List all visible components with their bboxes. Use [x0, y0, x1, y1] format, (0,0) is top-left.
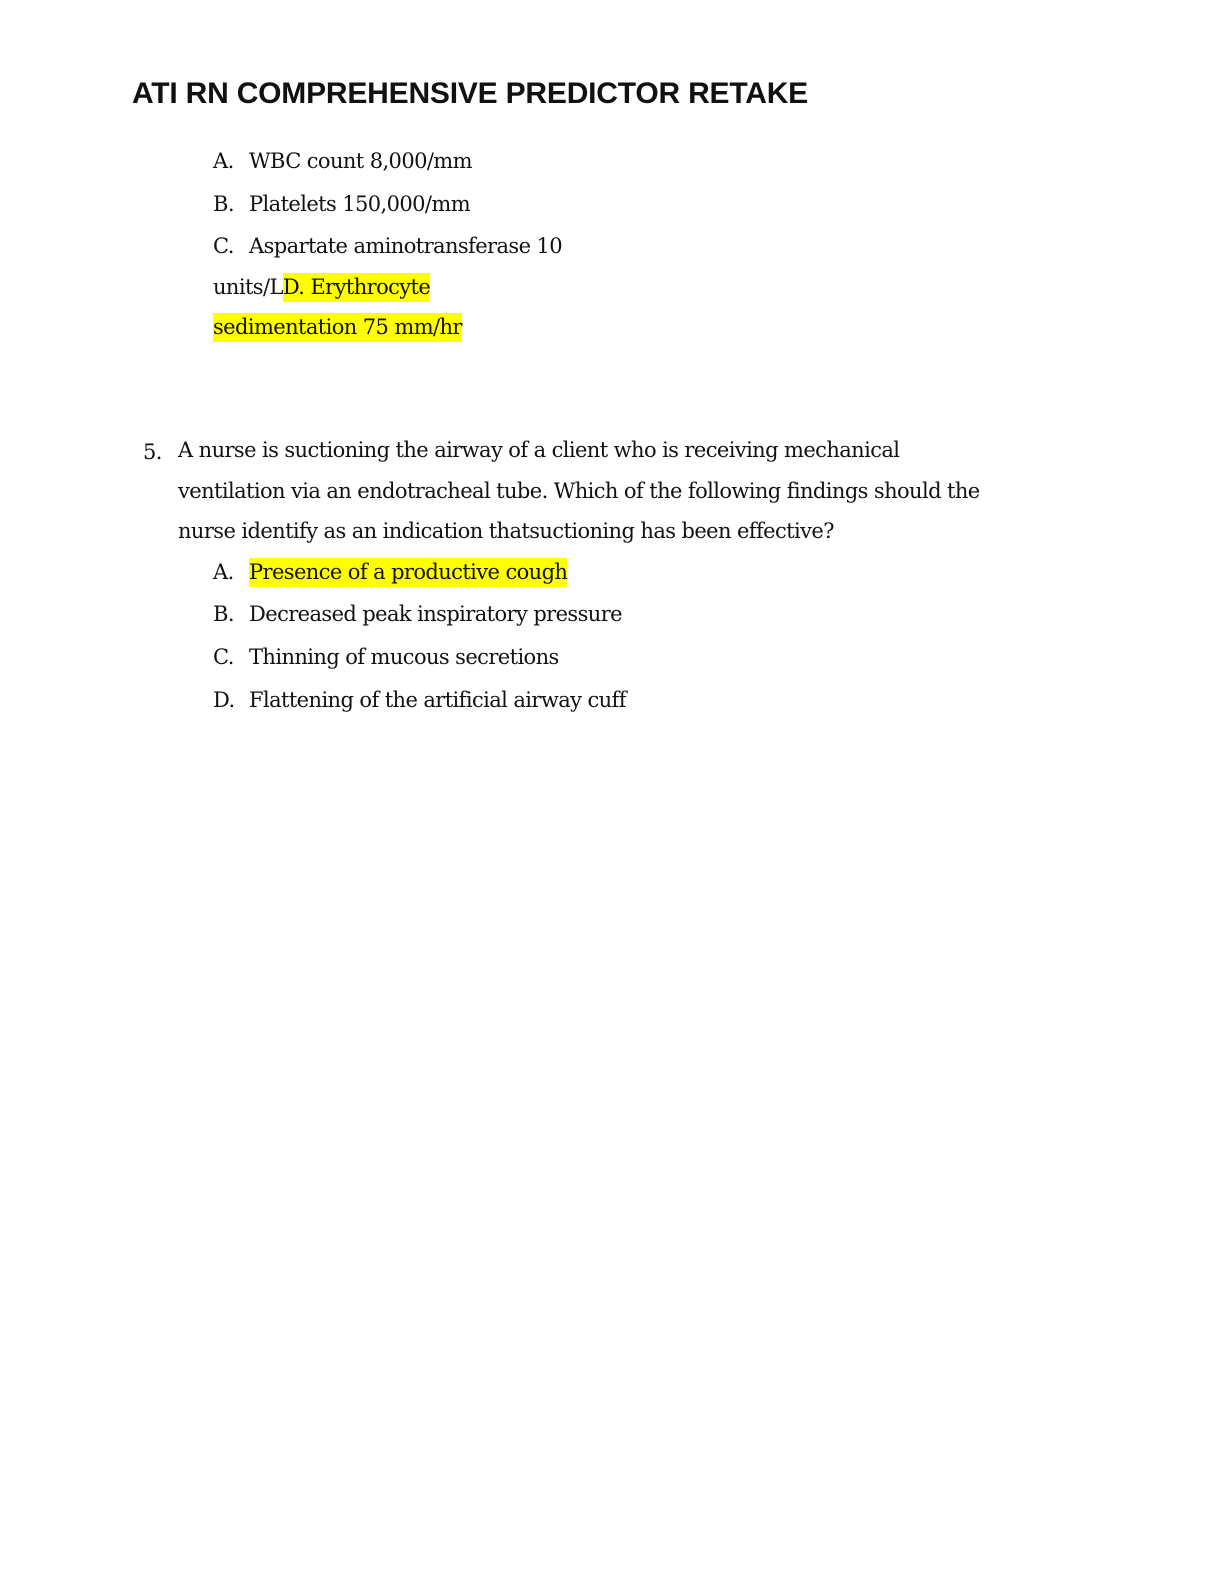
option-text: Flattening of the artificial airway cuff [249, 688, 626, 712]
prev-option-wrap-line-2 [213, 311, 462, 343]
option-text: Platelets 150,000/mm [249, 192, 471, 216]
option-letter: C. [213, 645, 234, 669]
highlighted-answer-text: D. Erythrocyte [283, 273, 430, 302]
prev-option-a [213, 145, 472, 177]
question-stem-line: A nurse is suctioning the airway of a client who is receiving mechanical [178, 438, 900, 462]
option-letter: A. [213, 560, 234, 584]
option-letter: A. [213, 149, 234, 173]
highlighted-answer-text: sedimentation 75 mm/hr [213, 313, 462, 342]
option-letter: B. [213, 602, 234, 626]
question-stem-line: nurse identify as an indication thatsuctioning has been effective? [178, 519, 834, 543]
prev-option-b [213, 188, 470, 220]
q5-option-d [213, 684, 626, 716]
option-text: Thinning of mucous secretions [249, 645, 559, 669]
page-title: ATI RN COMPREHENSIVE PREDICTOR RETAKE [132, 77, 808, 110]
option-letter: B. [213, 192, 234, 216]
option-unit-text: units/L [213, 275, 283, 299]
q5-option-c [213, 641, 559, 673]
prev-option-c [213, 230, 562, 262]
q5-option-a [213, 556, 567, 588]
option-text: Aspartate aminotransferase 10 [249, 234, 563, 258]
option-letter: C. [213, 234, 234, 258]
option-text: WBC count 8,000/mm [249, 149, 472, 173]
option-text: Decreased peak inspiratory pressure [249, 602, 622, 626]
q5-option-b [213, 598, 622, 630]
question-stem-line: ventilation via an endotracheal tube. Which of the following findings should the [178, 479, 980, 503]
prev-option-wrap-line-1 [213, 271, 430, 303]
option-letter: D. [213, 688, 235, 712]
question-number: 5. [143, 440, 162, 464]
highlighted-answer-text: Presence of a productive cough [249, 558, 567, 587]
